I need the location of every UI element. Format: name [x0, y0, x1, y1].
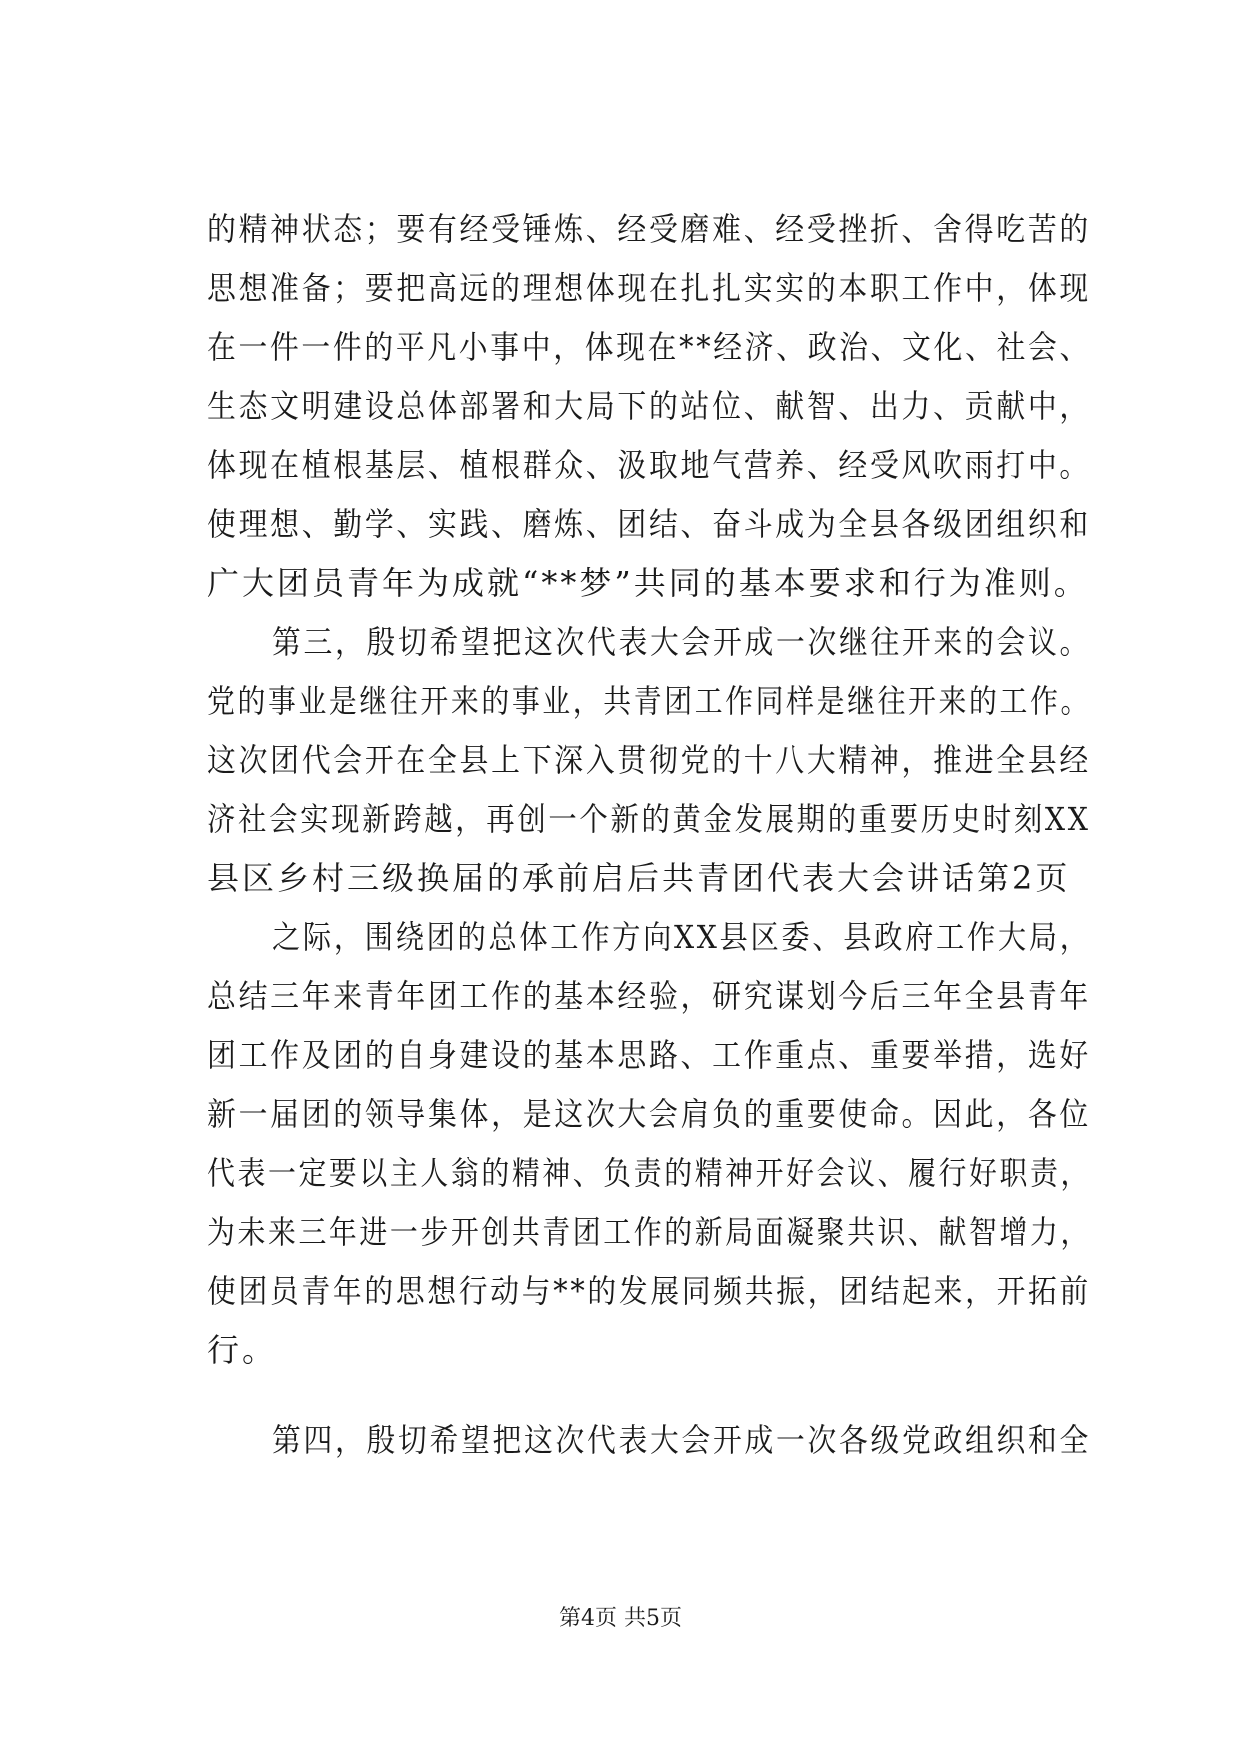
text-line: 行。 — [207, 1331, 278, 1369]
text-line: 党的事业是继往开来的事业，共青团工作同样是继往开来的工作。 — [207, 682, 1091, 720]
text-line: 生态文明建设总体部署和大局下的站位、献智、出力、贡献中， — [207, 387, 1091, 425]
text-line: 为未来三年进一步开创共青团工作的新局面凝聚共识、献智增力， — [207, 1213, 1091, 1251]
text-line: 这次团代会开在全县上下深入贯彻党的十八大精神，推进全县经 — [207, 741, 1091, 779]
text-line: 在一件一件的平凡小事中，体现在**经济、政治、文化、社会、 — [207, 328, 1092, 366]
text-line: 代表一定要以主人翁的精神、负责的精神开好会议、履行好职责， — [207, 1154, 1091, 1192]
text-line: 使团员青年的思想行动与**的发展同频共振，团结起来，开拓前 — [207, 1272, 1092, 1310]
text-line: 总结三年来青年团工作的基本经验，研究谋划今后三年全县青年 — [207, 977, 1091, 1015]
text-line: 使理想、勤学、实践、磨炼、团结、奋斗成为全县各级团组织和 — [207, 505, 1091, 543]
text-line: 思想准备；要把高远的理想体现在扎扎实实的本职工作中，体现 — [207, 269, 1091, 307]
text-line: 广大团员青年为成就“**梦”共同的基本要求和行为准则。 — [207, 564, 1089, 602]
text-line: 团工作及团的自身建设的基本思路、工作重点、重要举措，选好 — [207, 1036, 1091, 1074]
page-footer — [0, 1604, 1241, 1634]
paragraph-start-line: 第三，殷切希望把这次代表大会开成一次继往开来的会议。 — [272, 623, 1092, 661]
text-line: 的精神状态；要有经受锤炼、经受磨难、经受挫折、舍得吃苦的 — [207, 210, 1091, 248]
page-number-label: 第4页 共5页 — [559, 1606, 682, 1631]
paragraph-start-line: 第四，殷切希望把这次代表大会开成一次各级党政组织和全 — [272, 1421, 1092, 1459]
text-line: 新一届团的领导集体，是这次大会肩负的重要使命。因此，各位 — [207, 1095, 1091, 1133]
text-line: 济社会实现新跨越，再创一个新的黄金发展期的重要历史时刻XX — [207, 800, 1091, 838]
text-line: 体现在植根基层、植根群众、汲取地气营养、经受风吹雨打中。 — [207, 446, 1091, 484]
text-line: 县区乡村三级换届的承前启后共青团代表大会讲话第2页 — [207, 859, 1071, 897]
paragraph-start-line: 之际，围绕团的总体工作方向XX县区委、县政府工作大局， — [272, 918, 1091, 956]
